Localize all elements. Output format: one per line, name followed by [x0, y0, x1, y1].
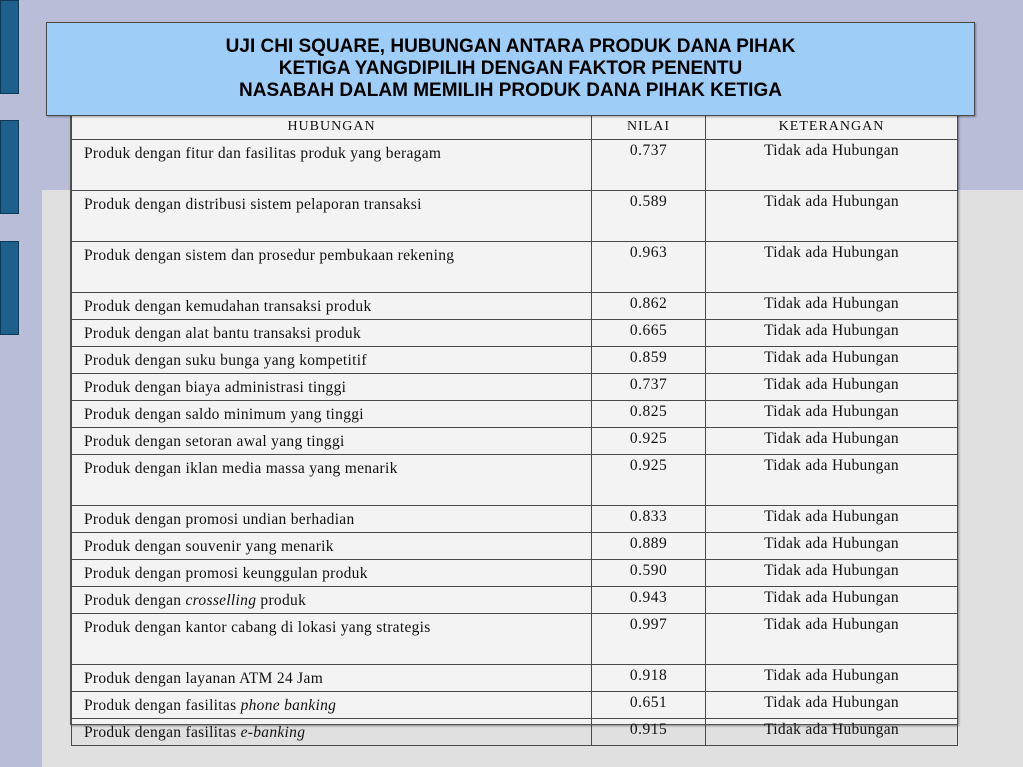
hubungan-text: Produk dengan souvenir yang menarik — [84, 538, 334, 555]
cell-nilai: 0.737 — [592, 374, 706, 401]
table-row — [72, 374, 958, 401]
cell-hubungan — [72, 347, 592, 374]
cell-hubungan — [72, 614, 592, 665]
table-header-row — [72, 115, 958, 140]
cell-nilai: 0.862 — [592, 293, 706, 320]
cell-keterangan: Tidak ada Hubungan — [706, 401, 958, 428]
table-row — [72, 191, 958, 242]
results-table-container — [70, 113, 958, 741]
hubungan-text: Produk dengan sistem dan prosedur pembukaan rekening — [84, 247, 455, 264]
hubungan-text: Produk dengan kemudahan transaksi produk — [84, 298, 372, 315]
hubungan-text: Produk dengan fasilitas — [84, 724, 241, 741]
title-line-2: KETIGA YANGDIPILIH DENGAN FAKTOR PENENTU — [278, 58, 743, 79]
hubungan-text: Produk dengan suku bunga yang kompetitif — [84, 352, 367, 369]
cell-nilai: 0.925 — [592, 428, 706, 455]
table-row — [72, 560, 958, 587]
table-row — [72, 320, 958, 347]
cell-nilai: 0.963 — [592, 242, 706, 293]
cell-nilai: 0.825 — [592, 401, 706, 428]
cell-nilai: 0.737 — [592, 140, 706, 191]
cell-hubungan — [72, 374, 592, 401]
cell-keterangan: Tidak ada Hubungan — [706, 428, 958, 455]
cell-keterangan: Tidak ada Hubungan — [706, 242, 958, 293]
cell-hubungan — [72, 242, 592, 293]
cell-nilai: 0.915 — [592, 719, 706, 746]
cell-nilai: 0.925 — [592, 455, 706, 506]
hubungan-text: Produk dengan promosi keunggulan produk — [84, 565, 368, 582]
cell-keterangan: Tidak ada Hubungan — [706, 191, 958, 242]
cell-keterangan: Tidak ada Hubungan — [706, 719, 958, 746]
cell-hubungan — [72, 320, 592, 347]
cell-hubungan — [72, 692, 592, 719]
table-row — [72, 533, 958, 560]
cell-keterangan: Tidak ada Hubungan — [706, 506, 958, 533]
cell-hubungan — [72, 587, 592, 614]
cell-nilai: 0.918 — [592, 665, 706, 692]
hubungan-italic-term: crosselling — [185, 592, 257, 609]
hubungan-text: Produk dengan biaya administrasi tinggi — [84, 379, 347, 396]
cell-hubungan — [72, 455, 592, 506]
cell-hubungan — [72, 506, 592, 533]
cell-keterangan: Tidak ada Hubungan — [706, 692, 958, 719]
table-row — [72, 455, 958, 506]
cell-keterangan: Tidak ada Hubungan — [706, 587, 958, 614]
table-row — [72, 665, 958, 692]
title-line-3: NASABAH DALAM MEMILIH PRODUK DANA PIHAK KETIGA — [239, 80, 782, 101]
cell-keterangan: Tidak ada Hubungan — [706, 560, 958, 587]
cell-keterangan: Tidak ada Hubungan — [706, 293, 958, 320]
table-row — [72, 293, 958, 320]
cell-hubungan — [72, 140, 592, 191]
cell-nilai: 0.589 — [592, 191, 706, 242]
table-row — [72, 506, 958, 533]
cell-keterangan: Tidak ada Hubungan — [706, 347, 958, 374]
cell-nilai: 0.590 — [592, 560, 706, 587]
table-row — [72, 401, 958, 428]
title-box — [46, 22, 975, 116]
cell-hubungan — [72, 401, 592, 428]
cell-hubungan — [72, 560, 592, 587]
cell-nilai: 0.889 — [592, 533, 706, 560]
cell-keterangan: Tidak ada Hubungan — [706, 455, 958, 506]
cell-keterangan: Tidak ada Hubungan — [706, 374, 958, 401]
side-bar-middle — [0, 120, 19, 214]
cell-hubungan — [72, 533, 592, 560]
cell-hubungan — [72, 293, 592, 320]
hubungan-text: Produk dengan setoran awal yang tinggi — [84, 433, 345, 450]
cell-nilai: 0.859 — [592, 347, 706, 374]
table-row — [72, 140, 958, 191]
hubungan-text: Produk dengan fitur dan fasilitas produk yang beragam — [84, 145, 442, 162]
header-keterangan: KETERANGAN — [706, 115, 958, 140]
hubungan-text: Produk dengan promosi undian berhadian — [84, 511, 355, 528]
cell-keterangan: Tidak ada Hubungan — [706, 140, 958, 191]
hubungan-text-tail: produk — [256, 592, 307, 609]
cell-nilai: 0.997 — [592, 614, 706, 665]
cell-hubungan — [72, 665, 592, 692]
cell-nilai: 0.651 — [592, 692, 706, 719]
hubungan-text: Produk dengan iklan media massa yang menarik — [84, 460, 398, 477]
table-row — [72, 428, 958, 455]
cell-keterangan: Tidak ada Hubungan — [706, 614, 958, 665]
cell-hubungan — [72, 428, 592, 455]
hubungan-text: Produk dengan — [84, 592, 186, 609]
header-hubungan: HUBUNGAN — [72, 115, 592, 140]
hubungan-text: Produk dengan alat bantu transaksi produk — [84, 325, 362, 342]
cell-hubungan — [72, 719, 592, 746]
side-bar-top — [0, 0, 19, 94]
cell-keterangan: Tidak ada Hubungan — [706, 320, 958, 347]
table-row — [72, 347, 958, 374]
cell-keterangan: Tidak ada Hubungan — [706, 665, 958, 692]
side-bar-bottom — [0, 241, 19, 335]
cell-nilai: 0.943 — [592, 587, 706, 614]
hubungan-text: Produk dengan saldo minimum yang tinggi — [84, 406, 364, 423]
table-row — [72, 719, 958, 746]
table-row — [72, 242, 958, 293]
table-row — [72, 587, 958, 614]
hubungan-italic-term: e-banking — [240, 724, 306, 741]
results-table — [71, 114, 958, 746]
hubungan-text: Produk dengan distribusi sistem pelaporan transaksi — [84, 196, 422, 213]
title-line-1: UJI CHI SQUARE, HUBUNGAN ANTARA PRODUK DANA PIHAK — [225, 36, 796, 57]
table-row — [72, 614, 958, 665]
table-row — [72, 692, 958, 719]
cell-hubungan — [72, 191, 592, 242]
hubungan-italic-term: phone banking — [240, 697, 337, 714]
header-nilai: NILAI — [592, 115, 706, 140]
cell-keterangan: Tidak ada Hubungan — [706, 533, 958, 560]
cell-nilai: 0.665 — [592, 320, 706, 347]
cell-nilai: 0.833 — [592, 506, 706, 533]
hubungan-text: Produk dengan fasilitas — [84, 697, 241, 714]
hubungan-text: Produk dengan kantor cabang di lokasi yang strategis — [84, 619, 431, 636]
hubungan-text: Produk dengan layanan ATM 24 Jam — [84, 670, 324, 687]
